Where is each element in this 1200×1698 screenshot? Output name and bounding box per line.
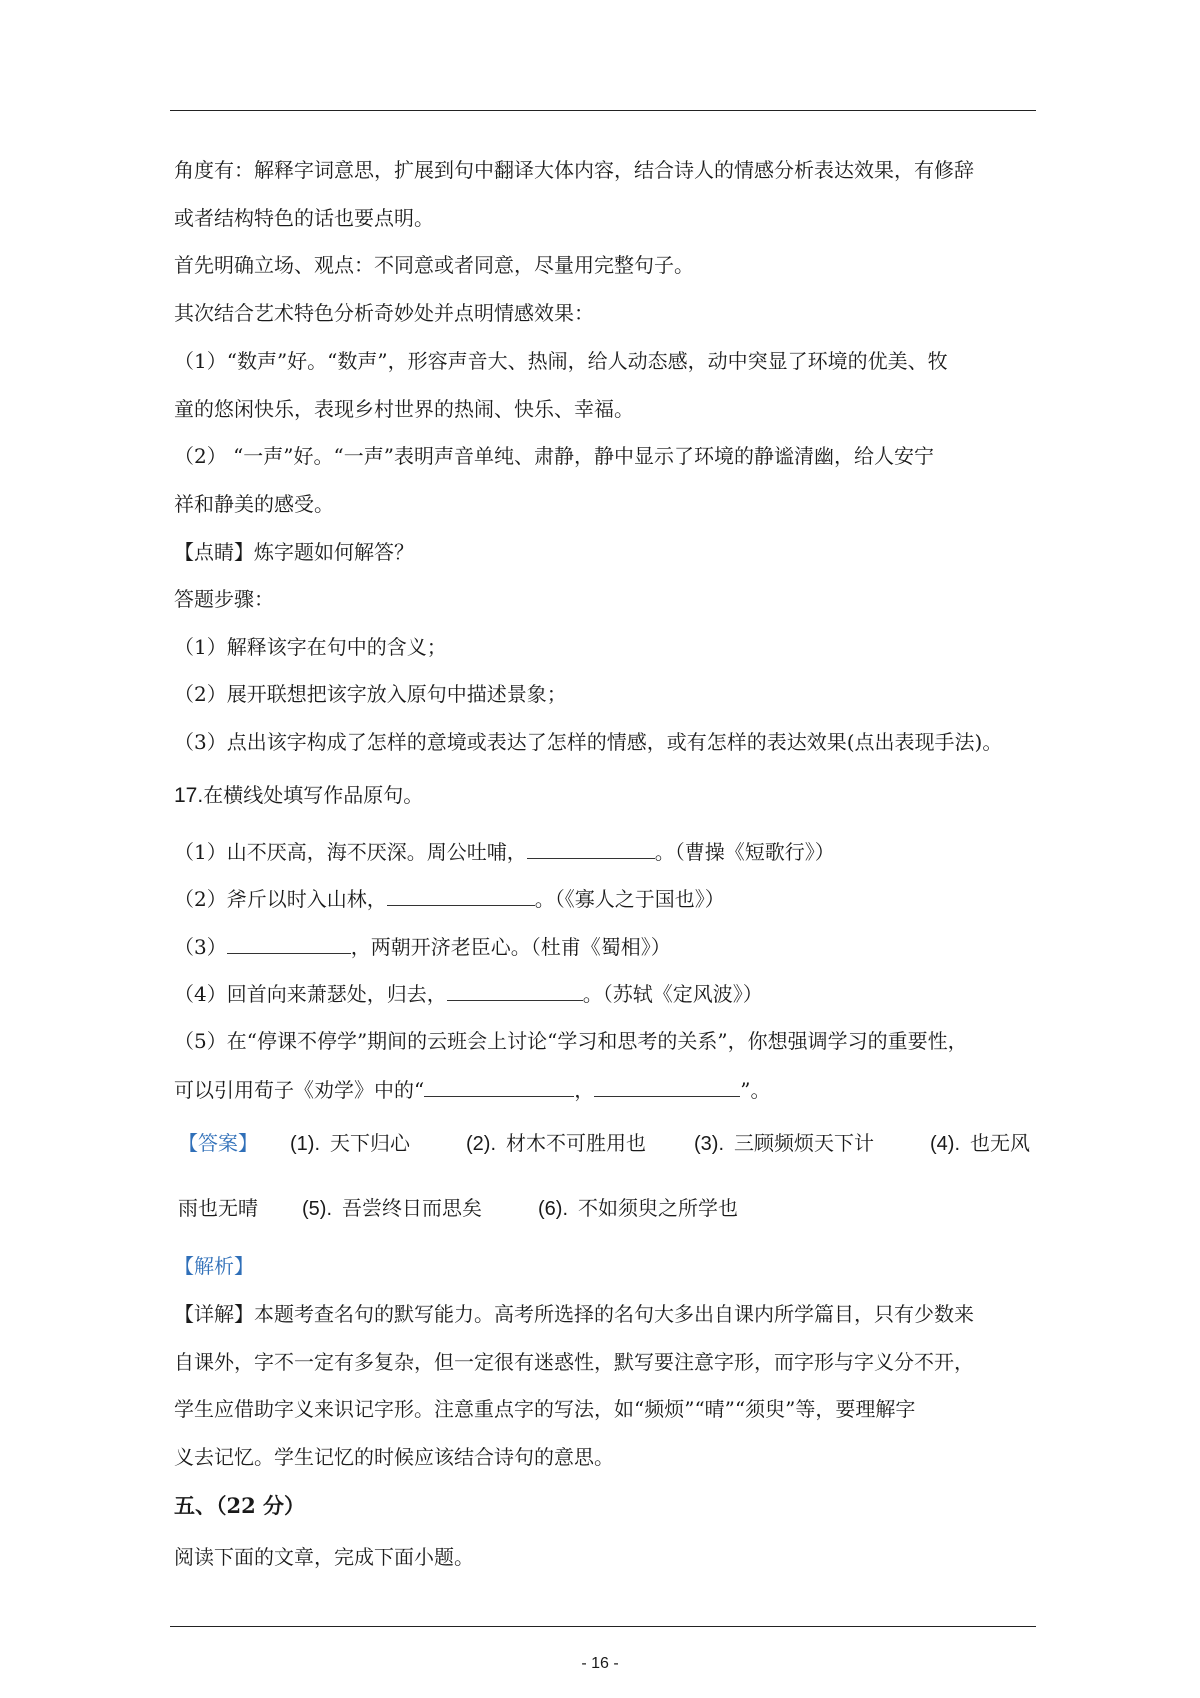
answer-tag: 【答案】 [178, 1131, 258, 1155]
fill-blank[interactable] [594, 1076, 740, 1097]
answer-item: (5). 吾尝终日而思矣 [302, 1196, 482, 1220]
fill-blank[interactable] [424, 1076, 574, 1097]
answer-item: 雨也无晴 [178, 1196, 258, 1220]
text-line: 童的悠闲快乐，表现乡村世界的热闹、快乐、幸福。 [174, 397, 634, 421]
answer-item: (4). 也无风 [930, 1131, 1030, 1155]
answer-item: (2). 材木不可胜用也 [466, 1131, 646, 1155]
analysis-tag: 【解析】 [174, 1254, 254, 1278]
fill-blank[interactable] [527, 838, 655, 859]
analysis-text: 义去记忆。学生记忆的时候应该结合诗句的意思。 [174, 1445, 614, 1469]
header-rule [170, 110, 1036, 111]
sub-question-1: （1）山不厌高，海不厌深。周公吐哺， 。（曹操《短歌行》） [174, 840, 835, 864]
analysis-text: 学生应借助字义来识记字形。注意重点字的写法，如“频烦”“晴”“须臾”等，要理解字 [174, 1397, 916, 1421]
answer-item: (6). 不如须臾之所学也 [538, 1196, 738, 1220]
text-line: （2）展开联想把该字放入原句中描述景象； [174, 682, 567, 706]
answer-item: (3). 三顾频烦天下计 [694, 1131, 874, 1155]
question-prompt: 在横线处填写作品原句。 [203, 783, 424, 807]
text-line: 角度有：解释字词意思，扩展到句中翻译大体内容，结合诗人的情感分析表达效果，有修辞 [174, 158, 974, 182]
page-number: - 16 - [581, 1655, 619, 1672]
answer-item: (1). 天下归心 [290, 1131, 410, 1155]
footer-rule [170, 1626, 1036, 1627]
text-line: 或者结构特色的话也要点明。 [174, 206, 434, 230]
question-17 [174, 782, 1034, 809]
section-heading: 五、（22 分） [174, 1493, 306, 1518]
sub-question-4: （4）回首向来萧瑟处，归去， 。（苏轼《定风波》） [174, 982, 763, 1006]
text-line: 首先明确立场、观点：不同意或者同意，尽量用完整句子。 [174, 253, 694, 277]
sub-question-3: （3） ，两朝开济老臣心。（杜甫《蜀相》） [174, 935, 671, 959]
text-line: 答题步骤： [174, 587, 274, 611]
text-line: （3）点出该字构成了怎样的意境或表达了怎样的情感，或有怎样的表达效果(点出表现手法)。 [174, 730, 1003, 754]
sub-question-5-cont: 可以引用荀子《劝学》中的“ ， ”。 [174, 1078, 771, 1102]
text-line: （1）解释该字在句中的含义； [174, 635, 447, 659]
fill-blank[interactable] [387, 885, 535, 906]
section-instruction: 阅读下面的文章，完成下面小题。 [174, 1545, 474, 1569]
analysis-text: 自课外，字不一定有多复杂，但一定很有迷惑性，默写要注意字形，而字形与字义分不开， [174, 1350, 974, 1374]
fill-blank[interactable] [227, 933, 351, 954]
text-line: （1）“数声”好。“数声”，形容声音大、热闹，给人动态感，动中突显了环境的优美、牧 [174, 349, 948, 373]
text-line: 其次结合艺术特色分析奇妙处并点明情感效果： [174, 301, 594, 325]
sub-question-5: （5）在“停课不停学”期间的云班会上讨论“学习和思考的关系”，你想强调学习的重要性， [174, 1029, 968, 1053]
analysis-text: 【详解】本题考查名句的默写能力。高考所选择的名句大多出自课内所学篇目，只有少数来 [174, 1302, 974, 1326]
question-number: 17. [174, 784, 204, 807]
text-line: 【点睛】炼字题如何解答？ [174, 540, 414, 564]
text-line: （2） “一声”好。“一声”表明声音单纯、肃静，静中显示了环境的静谧清幽，给人安宁 [174, 444, 934, 468]
fill-blank[interactable] [447, 980, 583, 1001]
sub-question-2: （2）斧斤以时入山林， 。（《寡人之于国也》） [174, 887, 725, 911]
text-line: 祥和静美的感受。 [174, 492, 334, 516]
